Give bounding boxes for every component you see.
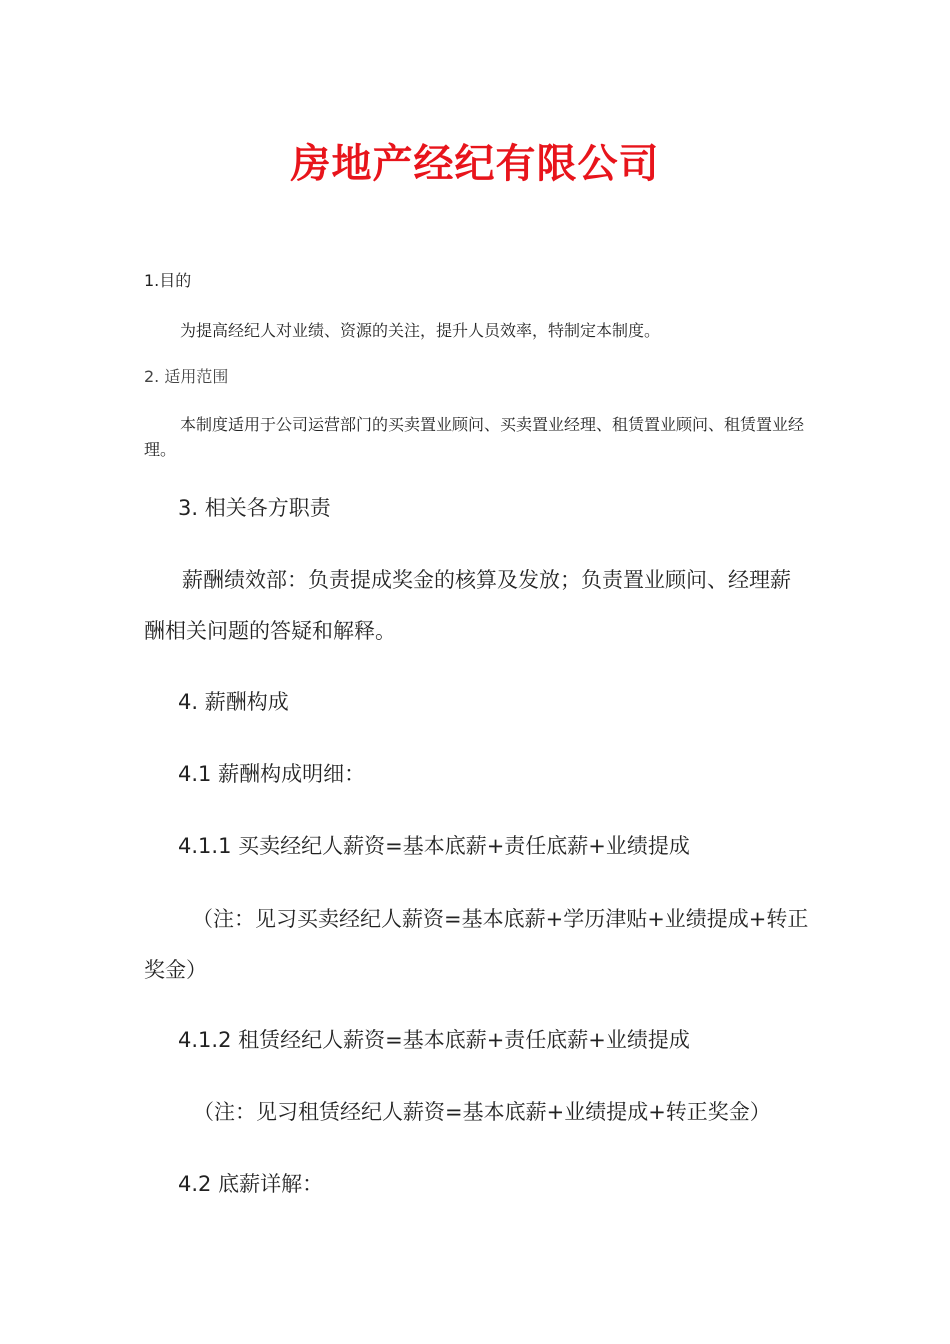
section4-heading: 4. 薪酬构成 bbox=[178, 690, 289, 714]
section3-heading: 3. 相关各方职责 bbox=[178, 496, 331, 520]
section4-1-2-note: （注：见习租赁经纪人薪资=基本底薪+业绩提成+转正奖金） bbox=[193, 1100, 771, 1124]
section4-1-1-note: （注：见习买卖经纪人薪资=基本底薪+学历津贴+业绩提成+转正奖金） bbox=[144, 907, 809, 982]
section1-body: 为提高经纪人对业绩、资源的关注，提升人员效率，特制定本制度。 bbox=[180, 321, 661, 340]
section4-1-1-heading: 4.1.1 买卖经纪人薪资=基本底薪+责任底薪+业绩提成 bbox=[178, 834, 690, 858]
section2-heading: 2. 适用范围 bbox=[144, 367, 229, 386]
section4-1-heading: 4.1 薪酬构成明细： bbox=[178, 762, 366, 786]
section2-body: 本制度适用于公司运营部门的买卖置业顾问、买卖置业经理、租赁置业顾问、租赁置业经理。 bbox=[144, 415, 805, 459]
section4-2-heading: 4.2 底薪详解： bbox=[178, 1172, 324, 1196]
section3-body: 薪酬绩效部：负责提成奖金的核算及发放；负责置业顾问、经理薪酬相关问题的答疑和解释。 bbox=[144, 568, 791, 643]
section4-1-2-heading: 4.1.2 租赁经纪人薪资=基本底薪+责任底薪+业绩提成 bbox=[178, 1028, 690, 1052]
section1-heading: 1.目的 bbox=[144, 271, 192, 290]
document-title: 房地产经纪有限公司 bbox=[290, 141, 660, 187]
